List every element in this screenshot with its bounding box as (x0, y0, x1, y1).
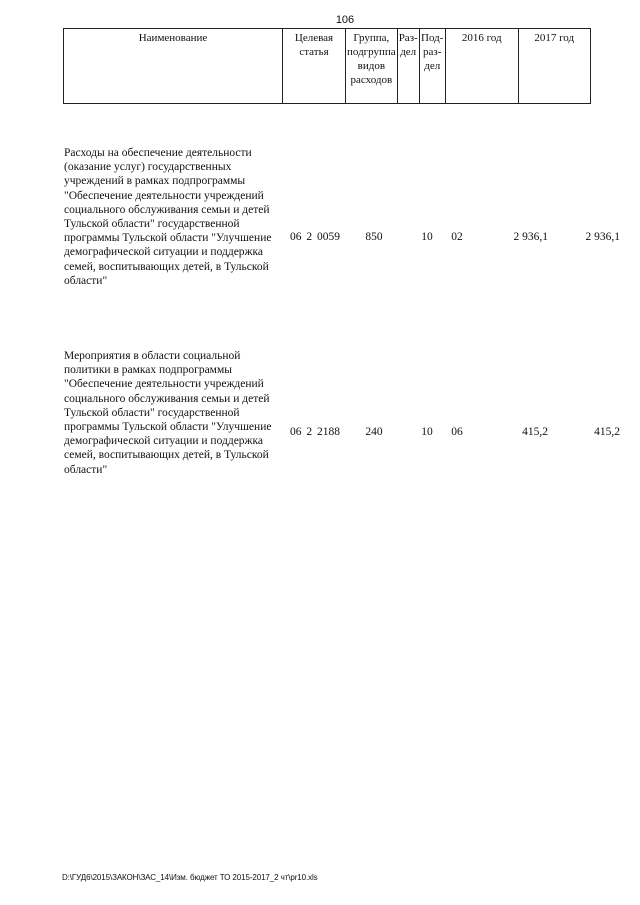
row-2016: 415,2 (522, 426, 548, 438)
row-section: 10 (421, 231, 433, 243)
row-2016: 2 936,1 (513, 231, 548, 243)
row-2017: 415,2 (594, 426, 620, 438)
header-section: Раз-дел (397, 29, 419, 104)
column-header-table (63, 28, 591, 104)
row-name: Мероприятия в области социальной политики в рамках подпрограммы "Обеспечение деятельности учреждений социального обслуживания семьи и детей Тульской области" государственной программы Тульской области "Улучшение демографической ситуации и поддержка семей, воспитывающих детей, в Тульской области" (64, 350, 272, 476)
header-2017: 2017 год (518, 29, 590, 104)
row-subsection: 06 (451, 426, 463, 438)
header-subsection: Под-раз-дел (419, 29, 445, 104)
row-target: 06 2 2188 (290, 426, 340, 438)
header-name: Наименование (64, 29, 283, 104)
row-group: 240 (365, 426, 383, 438)
row-name: Расходы на обеспечение деятельности (оказание услуг) государственных учреждений в рамках подпрограммы "Обеспечение деятельности учреждений социального обслуживания семьи и детей Тульской области" государственной программы Тульской области "Улучшение демографической ситуации и поддержка семей, воспитывающих детей, в Тульской области" (64, 147, 272, 287)
header-row (64, 29, 591, 104)
row-section: 10 (421, 426, 433, 438)
row-target: 06 2 0059 (290, 231, 340, 243)
row-group: 850 (365, 231, 383, 243)
header-group: Группа, подгруппа видов расходов (346, 29, 398, 104)
page-number: 106 (335, 14, 355, 26)
header-2016: 2016 год (445, 29, 518, 104)
header-target: Целевая статья (283, 29, 346, 104)
row-2017: 2 936,1 (585, 231, 620, 243)
file-path-footer: D:\ГУД6\2015\ЗАКОН\ЗАС_14\Изм. бюджет ТО 2015-2017_2 чт\pr10.xls (62, 873, 318, 882)
row-subsection: 02 (451, 231, 463, 243)
